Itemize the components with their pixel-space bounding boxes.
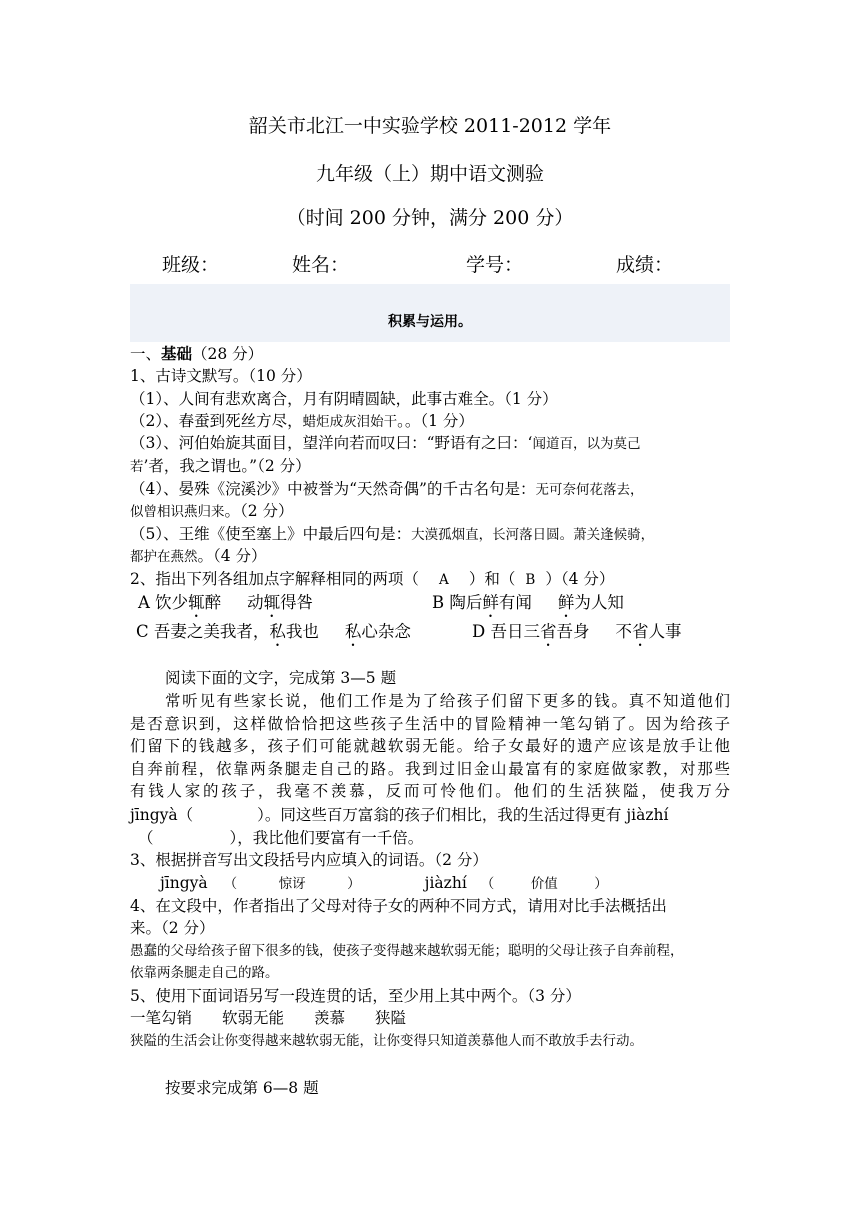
q2-d-dot1: 省 <box>539 622 557 641</box>
q1-item-3-cont-answer: 若 <box>130 459 144 475</box>
q1-item-5-answer: 大漠孤烟直，长河落日圆。萧关逢候骑， <box>411 527 655 543</box>
q3-pinyin-1: jīngyà <box>160 874 208 892</box>
q2-a-w2a: 动 <box>247 593 264 612</box>
q2-option-b <box>432 591 624 621</box>
next-intro: 按要求完成第 6—8 题 <box>165 1079 319 1097</box>
reading-passage <box>130 690 730 803</box>
q5-title: 5、使用下面词语另写一段连贯的话，至少用上其中两个。（3 分） <box>130 987 581 1005</box>
q2-a-label: A 饮少 <box>138 593 189 612</box>
q2-c-dot1: 私 <box>269 622 286 641</box>
passage-line-7-a: （ <box>138 829 154 847</box>
q2-b-rest1: 有闻 <box>498 593 532 612</box>
reading-intro: 阅读下面的文字，完成第 3—5 题 <box>165 669 397 687</box>
q3-answer-1: 惊讶 <box>278 876 306 892</box>
q2-title-a: 2、指出下列各组加点字解释相同的两项（ <box>130 570 419 588</box>
q2-d-w2b: 人事 <box>648 622 682 641</box>
q2-option-a <box>138 591 313 621</box>
q2-c-rest1: 我也 <box>285 622 319 641</box>
q2-d-w2a: 不 <box>615 622 632 641</box>
name-field-label: 姓名： <box>292 254 350 276</box>
q1-item-3-text: （3）、河伯始旋其面目，望洋向若而叹曰：“野语有之曰：‘ <box>130 434 533 452</box>
q2-d-label: D 吾日三 <box>472 622 540 641</box>
q1-item-5-text: （5）、王维《使至塞上》中最后四句是： <box>130 525 412 543</box>
q2-title-c: ）（4 分） <box>545 570 615 588</box>
q2-c-dot2: 私 <box>344 622 362 641</box>
section1-heading-bold: 基础 <box>161 344 193 363</box>
q2-c-w2b: 心杂念 <box>361 622 411 641</box>
passage-line-6 <box>130 805 668 825</box>
section1-heading <box>130 344 263 364</box>
q2-b-dot2: 鲜 <box>557 593 575 612</box>
q1-item-3-cont-tail: ’者，我之谓也。”（2 分） <box>143 457 311 475</box>
q3-answer-2: 价值 <box>530 876 558 892</box>
passage-line-6-b: ）。同这些百万富翁的孩子们相比，我的生活过得更有 jiàzhí <box>257 806 669 824</box>
q4-answer-1: 愚蠢的父母给孩子留下很多的钱，使孩子变得越来越软弱无能；聪明的父母让孩子自奔前程， <box>130 943 684 959</box>
passage-line-6-a: jīngyà（ <box>130 806 194 824</box>
q1-item-3-cont <box>130 456 311 477</box>
q2-answer-2: B <box>525 572 536 588</box>
passage-line-2: 是否意识到，这样做恰恰把这些孩子生活中的冒险精神一笔勾销了。因为给孩子 <box>130 714 730 733</box>
passage-line-7 <box>138 828 423 848</box>
q2-title <box>130 569 614 590</box>
q3-lparen-2: （ <box>480 876 495 892</box>
passage-line-5: 有钱人家的孩子，我毫不羡慕，反而可怜他们。他们的生活狭隘，使我万分 <box>130 782 730 800</box>
q3-pinyin-2: jiàzhí <box>424 874 467 892</box>
number-field-label: 学号： <box>466 254 524 276</box>
passage-line-1: 常听见有些家长说，他们工作是为了给孩子们留下更多的钱。真不知道他们 <box>165 692 730 710</box>
q2-b-label: B 陶后 <box>432 593 483 612</box>
q1-item-3 <box>130 433 640 454</box>
q1-item-4-cont-tail: 。（2 分） <box>224 502 294 520</box>
passage-line-4: 自奔前程，依靠两条腿走自己的路。我到过旧金山最富有的家庭做家教，对那些 <box>130 759 730 778</box>
q1-item-5-cont-answer: 都护在燕然 <box>130 549 198 565</box>
q1-item-2-tail: 。。（1 分） <box>397 412 474 430</box>
q1-item-2-text: （2）、春蚕到死丝方尽， <box>130 412 303 430</box>
q1-item-5-cont <box>130 546 267 567</box>
banner-text: 积累与运用。 <box>388 314 472 330</box>
q3-rparen-2: ） <box>594 876 608 892</box>
q3-title: 3、根据拼音写出文段括号内应填入的词语。（2 分） <box>130 851 488 869</box>
q1-item-4-answer: 无可奈何花落去， <box>535 482 644 498</box>
q3-lparen-1: （ <box>223 876 238 892</box>
exam-title: 九年级（上）期中语文测验 <box>315 163 544 185</box>
q2-option-d <box>472 620 681 650</box>
q2-title-b: ）和（ <box>468 570 516 588</box>
q5-word-3: 羡慕 <box>314 1009 346 1027</box>
q2-answer-1: A <box>439 572 449 588</box>
q1-item-5 <box>130 524 654 545</box>
q5-words <box>130 1008 406 1028</box>
q3-answer-row <box>160 873 608 894</box>
q4-title-1: 4、在文段中，作者指出了父母对待子女的两种不同方式，请用对比手法概括出 <box>130 897 667 915</box>
q5-word-2: 软弱无能 <box>222 1009 285 1027</box>
q2-a-w2b: 得咎 <box>280 593 314 612</box>
q1-item-2-answer: 蜡炬成灰泪始干 <box>302 414 398 430</box>
school-year-title: 韶关市北江一中实验学校 2011-2012 学年 <box>248 115 612 137</box>
passage-line-7-b: ），我比他们要富有一千倍。 <box>229 829 424 847</box>
q4-title-2: 来。（2 分） <box>130 919 215 937</box>
q2-b-dot1: 鲜 <box>482 593 499 612</box>
q2-a-dot2: 辄 <box>263 593 281 612</box>
time-score: （时间 200 分钟，满分 200 分） <box>286 207 574 229</box>
q1-item-3-answer: 闻道百，以为莫己 <box>532 436 641 452</box>
q2-option-c <box>136 620 411 650</box>
q5-answer: 狭隘的生活会让你变得越来越软弱无能，让你变得只知道羡慕他人而不敢放手去行动。 <box>130 1033 643 1049</box>
q2-b-w2b: 为人知 <box>574 593 624 612</box>
section-banner <box>130 284 730 342</box>
q1-item-4-text: （4）、晏殊《浣溪沙》中被誉为“天然奇偶”的千古名句是： <box>130 480 536 498</box>
q2-c-label: C 吾妻之美我者， <box>136 622 270 641</box>
q1-item-4-cont <box>130 501 294 522</box>
class-field-label: 班级： <box>162 254 220 276</box>
q1-item-5-cont-tail: 。（4 分） <box>197 547 267 565</box>
q1-title: 1、古诗文默写。（10 分） <box>130 367 312 385</box>
score-field-label: 成绩： <box>616 254 674 276</box>
q2-d-rest1: 吾身 <box>556 622 590 641</box>
passage-line-3: 们留下的钱越多，孩子们可能就越软弱无能。给子女最好的遗产应该是放手让他 <box>130 737 730 755</box>
section1-heading-prefix: 一、 <box>130 345 162 363</box>
q3-rparen-1: ） <box>347 876 361 892</box>
section1-heading-points: （28 分） <box>192 345 264 363</box>
q2-a-rest1: 醉 <box>204 593 222 612</box>
q1-item-4-cont-answer: 似曾相识燕归来 <box>130 504 225 520</box>
q5-word-4: 狭隘 <box>375 1009 407 1027</box>
q1-item-1: （1）、人间有悲欢离合，月有阴晴圆缺，此事古难全。（1 分） <box>130 390 558 408</box>
q1-item-2 <box>130 411 474 432</box>
q1-item-4 <box>130 479 643 500</box>
q2-a-dot1: 辄 <box>188 593 205 612</box>
q5-word-1: 一笔勾销 <box>130 1009 193 1027</box>
q2-d-dot2: 省 <box>631 622 649 641</box>
q4-answer-2: 依靠两条腿走自己的路。 <box>130 965 279 981</box>
